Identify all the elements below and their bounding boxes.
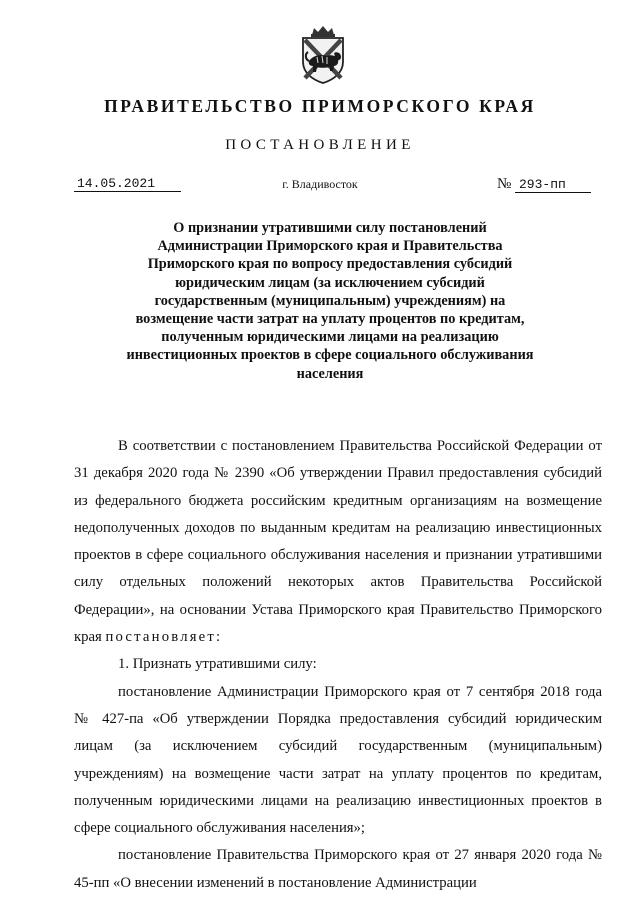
document-subject: О признании утратившими силу постановлений Администрации Приморского края и Правительства Приморского края по вопросу предоставления субсидий юридическим лицам (за исключением субсидий государственным (муниципальным) учреждениям) на возмещение части затрат на уплату процентов по кредитам, полученным юридическими лицами на реализацию инвестиционных проектов в сфере социального обслуживания населения [126,220,534,382]
document-date: 14.05.2021 [74,176,181,192]
resolves-keyword: постановляет: [105,629,223,646]
item-1-a-paragraph: постановление Администрации Приморского края от 7 сентября 2018 года № 427-па «Об утверждении Порядка предоставления субсидий юридическим лицам (за исключением субсидий государственным (муниципальным) учреждениям) на возмещение части затрат на уплату процентов по кредитам, полученным юридическими лицами на реализацию инвестиционных проектов в сфере социального обслуживания населения»; [74,683,602,837]
number-sign: № [497,176,512,192]
government-title: ПРАВИТЕЛЬСТВО ПРИМОРСКОГО КРАЯ [104,96,536,116]
item-1-paragraph: 1. Признать утратившими силу: [118,656,317,673]
preamble-text: В соответствии с постановлением Правительства Российской Федерации от 31 декабря 2020 года № 2390 «Об утверждении Правил предоставления субсидий из федерального бюджета российским кредитным организациям на возмещение недополученных доходов по выданным кредитам на реализацию инвестиционных проектов в сфере социального обслуживания населения и признании утратившими силу отдельных положений некоторых актов Правительства Российской Федерации», на основании Устава Приморского края Правительство Приморского края [74,438,602,646]
document-type: ПОСТАНОВЛЕНИЕ [225,137,415,153]
document-number-block [497,175,593,193]
preamble-paragraph [74,433,602,651]
item-1-b-paragraph: постановление Правительства Приморского края от 27 января 2020 года № 45-пп «О внесении изменений в постановление Администрации [74,847,602,891]
document-body [74,433,602,897]
document-city: г. Владивосток [282,177,358,191]
primorsky-krai-coat-of-arms-icon [299,26,347,84]
document-number: 293-пп [515,177,591,193]
